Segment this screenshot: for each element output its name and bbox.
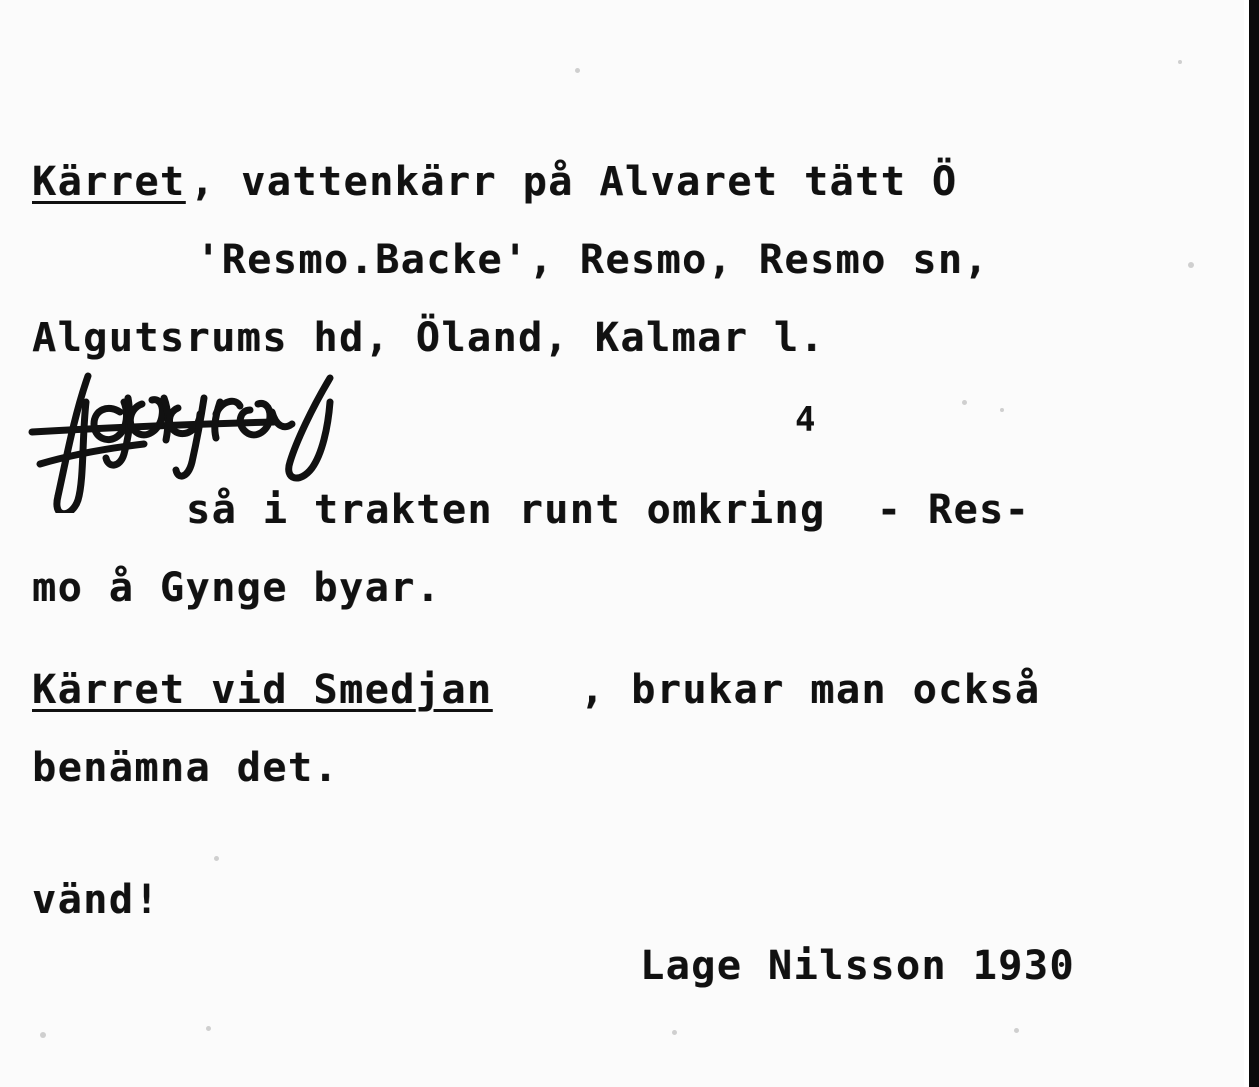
- turn-over-note: vänd!: [32, 877, 160, 923]
- alternate-name: Kärret vid Smedjan: [32, 667, 493, 713]
- alternate-name-note: , brukar man också: [580, 667, 1041, 713]
- scan-speck: [1014, 1028, 1019, 1033]
- parish-line: Algutsrums hd, Öland, Kalmar l.: [32, 315, 826, 361]
- scan-speck: [1000, 408, 1004, 412]
- scan-speck: [962, 400, 967, 405]
- locality-line: 'Resmo.Backe', Resmo, Resmo sn,: [196, 237, 990, 283]
- scan-speck: [206, 1026, 211, 1031]
- scan-speck: [575, 68, 580, 73]
- scan-edge: [1249, 0, 1259, 1087]
- usage-line-1: så i trakten runt omkring - Res-: [186, 487, 1031, 533]
- alternate-name-note-2: benämna det.: [32, 745, 339, 791]
- headword: Kärret: [32, 159, 186, 205]
- scan-speck: [1178, 60, 1182, 64]
- scan-speck: [672, 1030, 677, 1035]
- usage-line-2: mo å Gynge byar.: [32, 565, 442, 611]
- page-number: 4: [795, 400, 816, 440]
- headword-definition: , vattenkärr på Alvaret tätt Ö: [190, 159, 958, 205]
- scan-speck: [1188, 262, 1194, 268]
- scan-speck: [214, 856, 219, 861]
- signature: Lage Nilsson 1930: [640, 943, 1075, 989]
- scan-speck: [40, 1032, 46, 1038]
